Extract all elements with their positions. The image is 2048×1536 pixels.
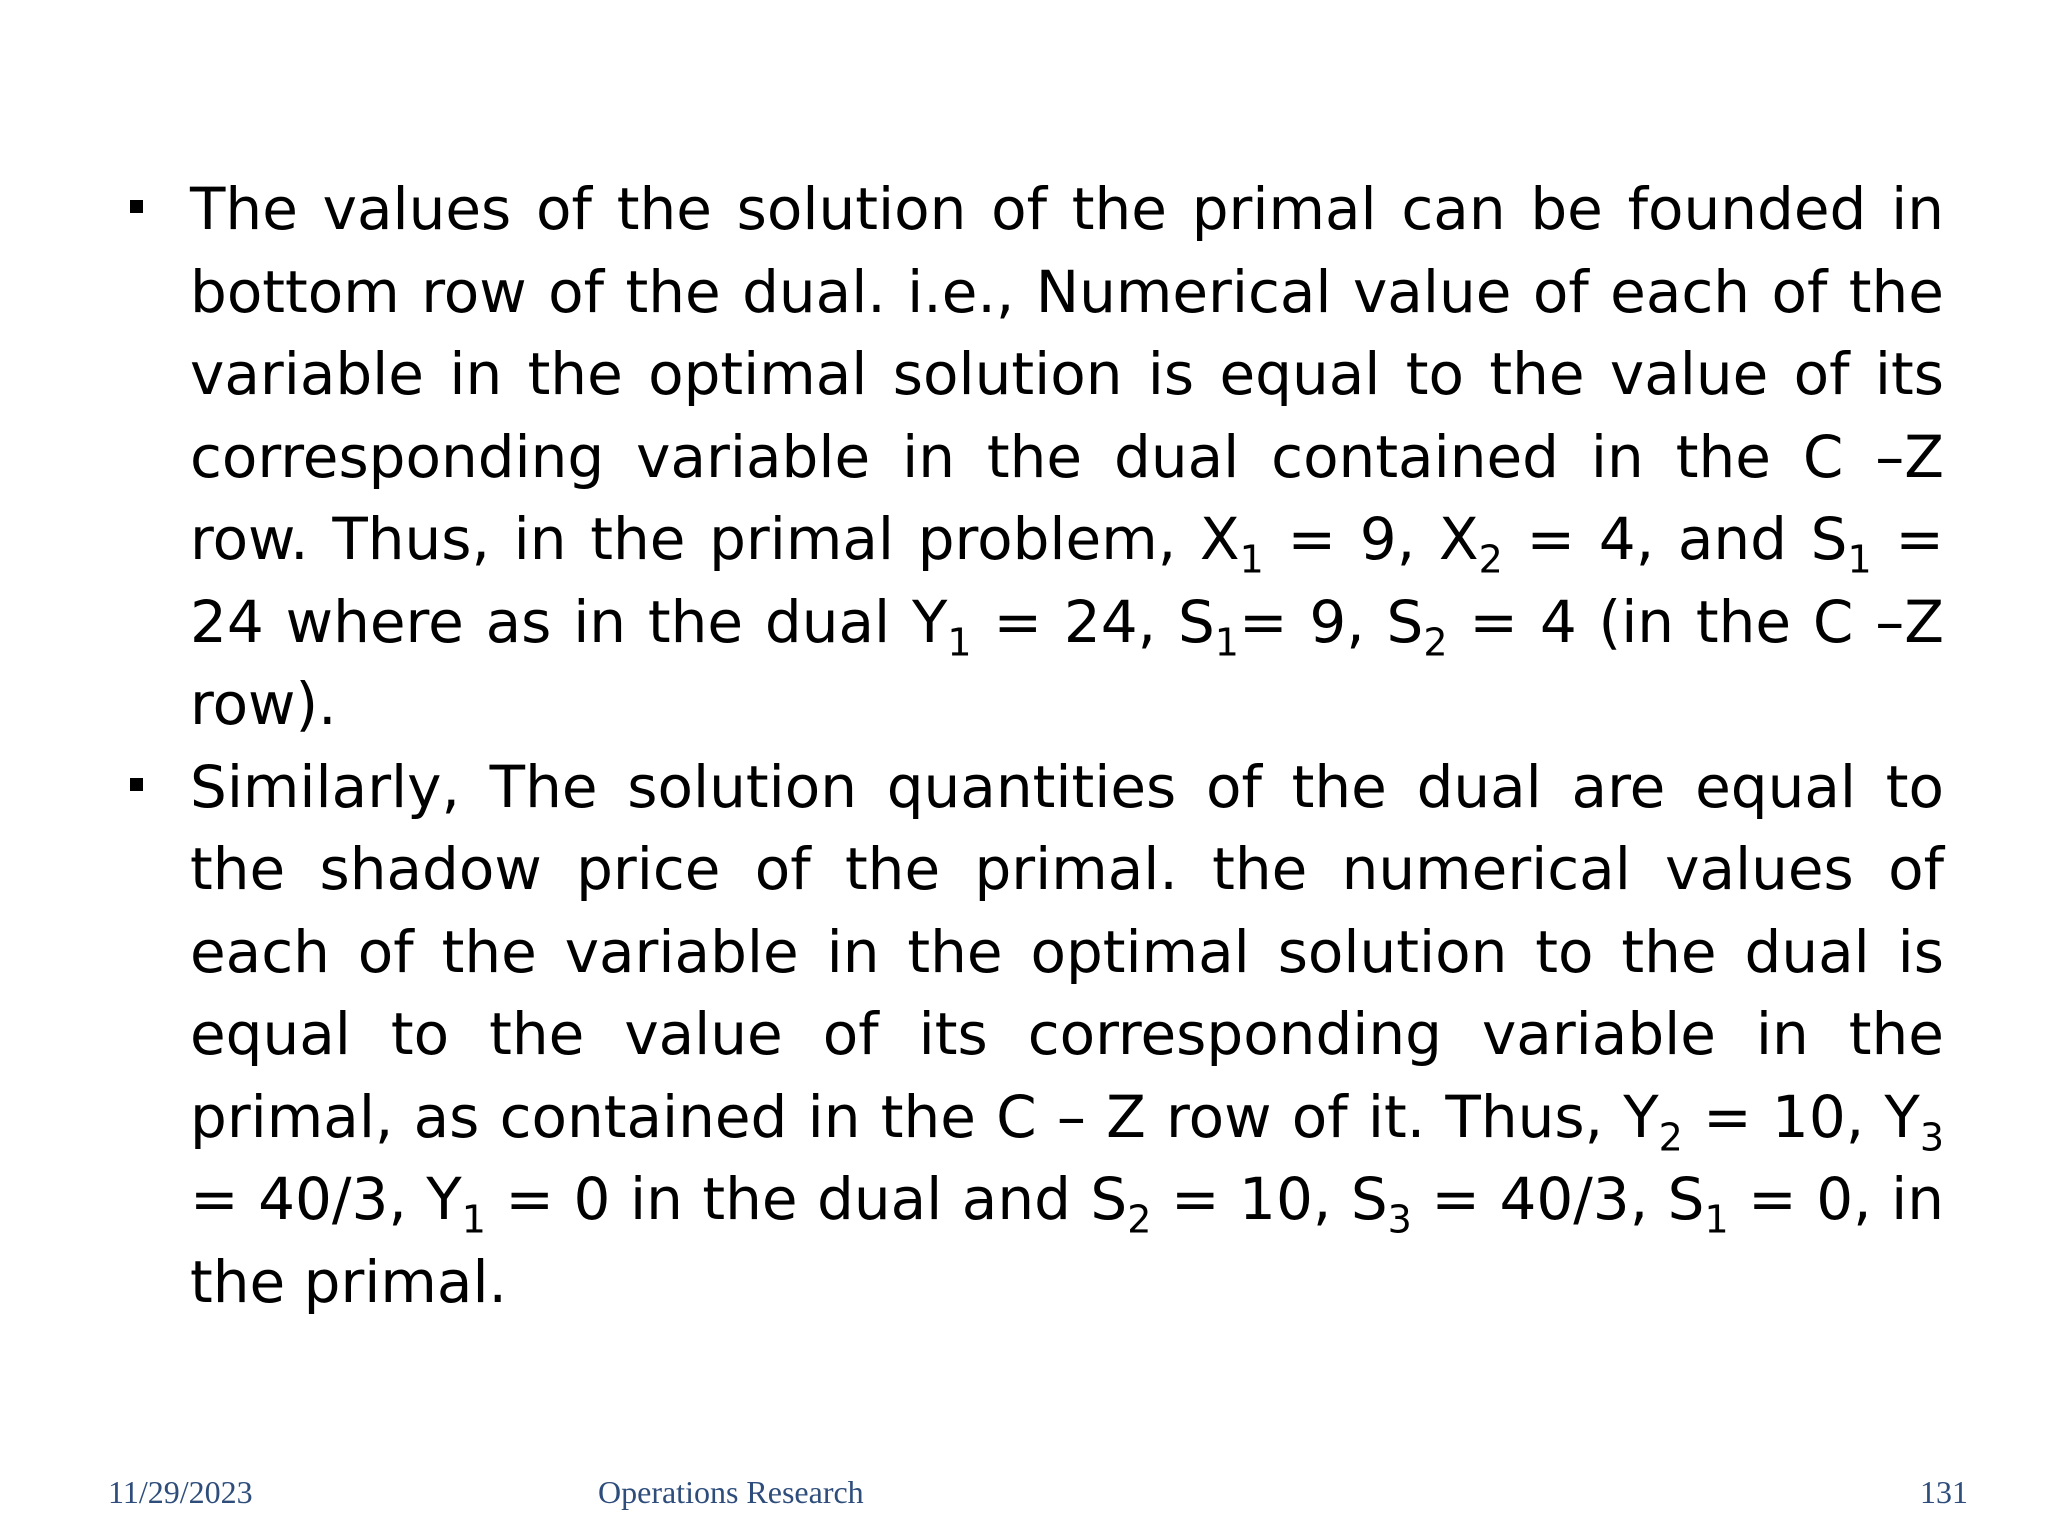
- footer-date: 11/29/2023: [108, 1474, 253, 1510]
- footer-title: Operations Research: [598, 1474, 864, 1510]
- subscript: 1: [1847, 537, 1872, 582]
- bullet-item: [124, 746, 1944, 1324]
- subscript: 1: [1239, 537, 1264, 582]
- subscript: 2: [1478, 537, 1503, 582]
- bullet-text: Similarly, The solution quantities of the dual are equal to the shadow price of the primal. the numerical values of each of the variable in the optimal solution to the dual is equal to the value of its corresponding variable in the primal, as contained in the C – Z row of it. Thus, $Y_2 = 10$, $Y_3 = 40/3$, $Y_1 = 0$ in the dual and $S_2 = 10$, $S_3 = 40/3$, $S_1 = 0$, in the primal.: [190, 752, 1945, 1316]
- subscript: 1: [461, 1197, 486, 1242]
- subscript: 1: [947, 619, 972, 664]
- subscript: 3: [1919, 1114, 1944, 1159]
- subscript: 2: [1127, 1197, 1152, 1242]
- square-bullet-icon: [130, 200, 143, 213]
- footer-page-number: 131: [1920, 1474, 1968, 1510]
- square-bullet-icon: [130, 778, 143, 791]
- bullet-list: [124, 168, 1944, 1323]
- bullet-item: [124, 168, 1944, 746]
- subscript: 2: [1423, 619, 1448, 664]
- subscript: 3: [1387, 1197, 1412, 1242]
- subscript: 1: [1704, 1197, 1729, 1242]
- bullet-text: The values of the solution of the primal can be founded in bottom row of the dual. i.e., Numerical value of each of the variable in the optimal solution is equal to the value of its corresponding variable in the dual contained in the C –Z row. Thus, in the primal problem, $X_1 = 9$, $X_2 = 4$, and $S_1 = 24$ where as in the dual $Y_1 = 24$, $S_1= 9$, $S_2 = 4$ (in the C –Z row).: [190, 175, 1944, 738]
- subscript: 1: [1214, 619, 1239, 664]
- subscript: 2: [1658, 1114, 1683, 1159]
